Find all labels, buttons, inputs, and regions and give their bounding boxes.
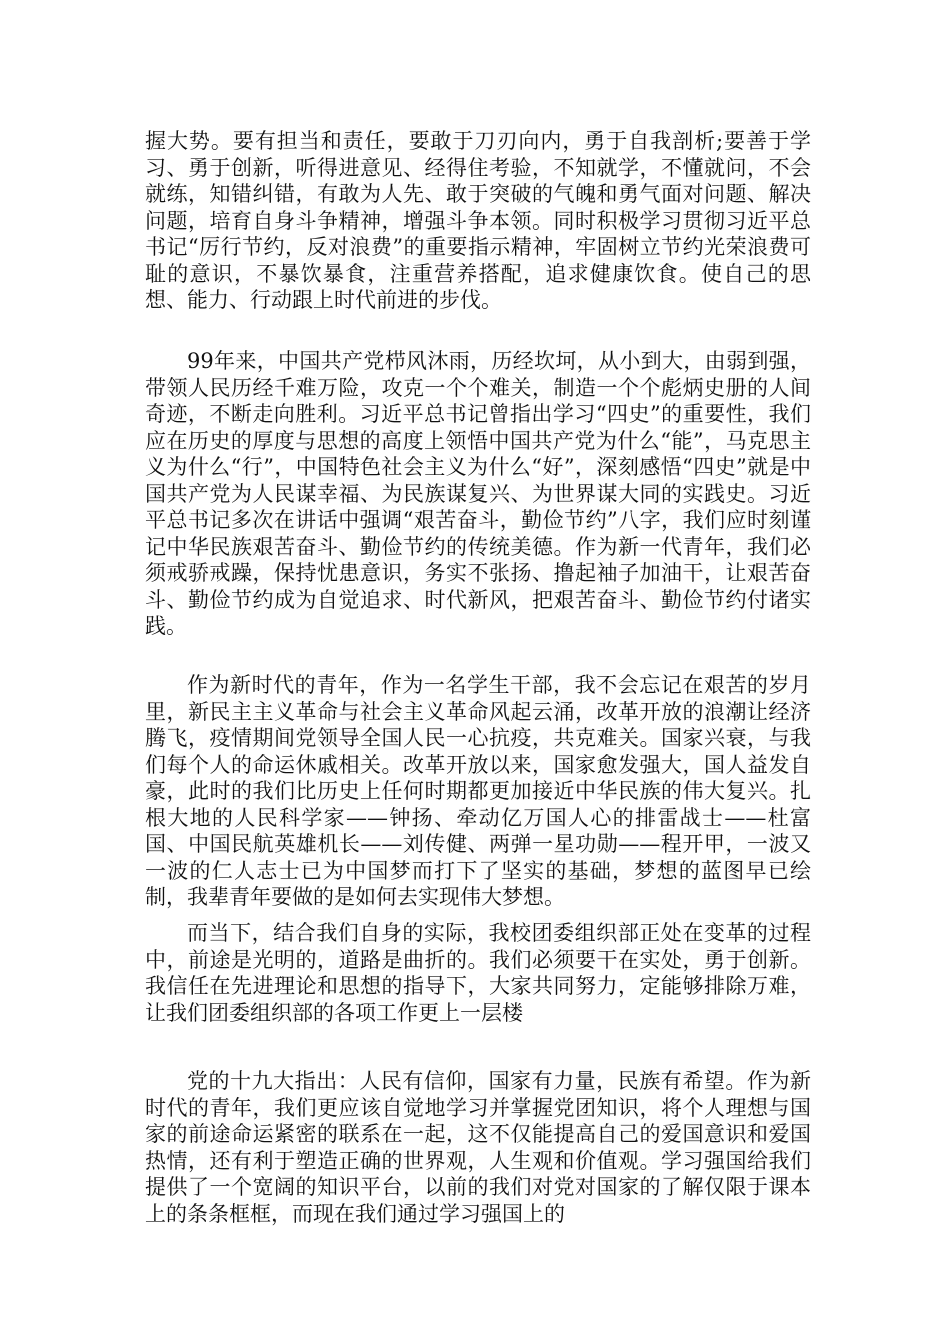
paragraph-4: 而当下，结合我们自身的实际，我校团委组织部正处在变革的过程中，前途是光明的，道路是曲折的。我们必须要干在实处，勇于创新。我信任在先进理论和思想的指导下，大家共同努力，定能够排除万难，让我们团委组织部的各项工作更上一层楼 (145, 921, 811, 1025)
paragraph-3: 作为新时代的青年，作为一名学生干部，我不会忘记在艰苦的岁月里，新民主主义革命与社会主义革命风起云涌，改革开放的浪潮让经济腾飞，疫情期间党领导全国人民一心抗疫，共克难关。国家兴衰，与我们每个人的命运休戚相关。改革开放以来，国家愈发强大，国人益发自豪，此时的我们比历史上任何时期都更加接近中华民族的伟大复兴。扎根大地的人民科学家——钟扬、牵动亿万国人心的排雷战士——杜富国、中国民航英雄机长——刘传健、两弹一星功勋——程开甲，一波又一波的仁人志士已为中国梦而打下了坚实的基础，梦想的蓝图早已绘制，我辈青年要做的是如何去实现伟大梦想。 (145, 673, 811, 909)
paragraph-5: 党的十九大指出：人民有信仰，国家有力量，民族有希望。作为新时代的青年，我们更应该自觉地学习并掌握党团知识，将个人理想与国家的前途命运紧密的联系在一起，这不仅能提高自己的爱国意识和爱国热情，还有利于塑造正确的世界观，人生观和价值观。学习强国给我们提供了一个宽阔的知识平台，以前的我们对党对国家的了解仅限于课本上的条条框框，而现在我们通过学习强国上的 (145, 1069, 811, 1226)
paragraph-2: 99年来，中国共产党栉风沐雨，历经坎坷，从小到大，由弱到强，带领人民历经千难万险，攻克一个个难关，制造一个个彪炳史册的人间奇迹，不断走向胜利。习近平总书记曾指出学习“四史”的重要性，我们应在历史的厚度与思想的高度上领悟中国共产党为什么“能”，马克思主义为什么“行”，中国特色社会主义为什么“好”，深刻感悟“四史”就是中国共产党为人民谋幸福、为民族谋复兴、为世界谋大同的实践史。习近平总书记多次在讲话中强调“艰苦奋斗，勤俭节约”八字，我们应时刻谨记中华民族艰苦奋斗、勤俭节约的传统美德。作为新一代青年，我们必须戒骄戒躁，保持忧患意识，务实不张扬、撸起袖子加油干，让艰苦奋斗、勤俭节约成为自觉追求、时代新风，把艰苦奋斗、勤俭节约付诸实践。 (145, 349, 811, 638)
paragraph-1: 握大势。要有担当和责任，要敢于刀刃向内，勇于自我剖析;要善于学习、勇于创新，听得进意见、经得住考验，不知就学，不懂就问，不会就练，知错纠错，有敢为人先、敢于突破的气魄和勇气面对问题、解决问题，培育自身斗争精神，增强斗争本领。同时积极学习贯彻习近平总书记“厉行节约，反对浪费”的重要指示精神，牢固树立节约光荣浪费可耻的意识，不暴饮暴食，注重营养搭配，追求健康饮食。使自己的思想、能力、行动跟上时代前进的步伐。 (145, 129, 811, 312)
